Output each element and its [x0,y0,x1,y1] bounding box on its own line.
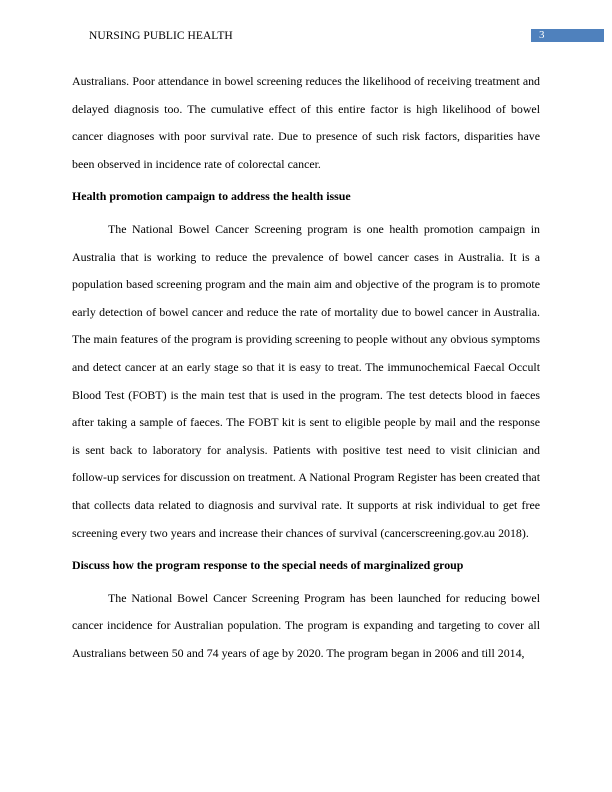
paragraph-screening-program: The National Bowel Cancer Screening program is one health promotion campaign in Australia that is working to reduce the prevalence of bowel cancer cases in Australia. It is a population based screening program and the main aim and objective of the program is to promote early detection of bowel cancer and reduce the rate of mortality due to bowel cancer in Australia. The main features of the program is providing screening to people without any obvious symptoms and detect cancer at an early stage so that it is easy to treat. The immunochemical Faecal Occult Blood Test (FOBT) is the main test that is used in the program. The test detects blood in faeces after taking a sample of faeces. The FOBT kit is sent to eligible people by mail and the response is sent back to laboratory for analysis. Patients with positive test need to visit clinician and follow-up services for discussion on treatment. A National Program Register has been created that that collects data related to diagnosis and survival rate. It supports at risk individual to get free screening every two years and increase their chances of survival (cancerscreening.gov.au 2018). [72,221,540,540]
paragraph-program-response: The National Bowel Cancer Screening Program has been launched for reducing bowel cancer incidence for Australian population. The program is expanding and targeting to cover all Australians between 50 and 74 years of age by 2020. The program began in 2006 and till 2014, [72,590,540,660]
paragraph-intro: Australians. Poor attendance in bowel screening reduces the likelihood of receiving treatment and delayed diagnosis too. The cumulative effect of this entire factor is high likelihood of bowel cancer diagnoses with poor survival rate. Due to presence of such risk factors, disparities have been observed in incidence rate of colorectal cancer. [72,74,540,171]
page-header [0,29,612,43]
section-heading-marginalized-group: Discuss how the program response to the special needs of marginalized group [72,558,464,573]
document-body [72,68,540,667]
page-number: 3 [539,29,545,41]
running-head-title: NURSING PUBLIC HEALTH [89,30,233,42]
section-heading-health-promotion: Health promotion campaign to address the health issue [72,189,351,204]
page-number-badge [531,29,604,42]
